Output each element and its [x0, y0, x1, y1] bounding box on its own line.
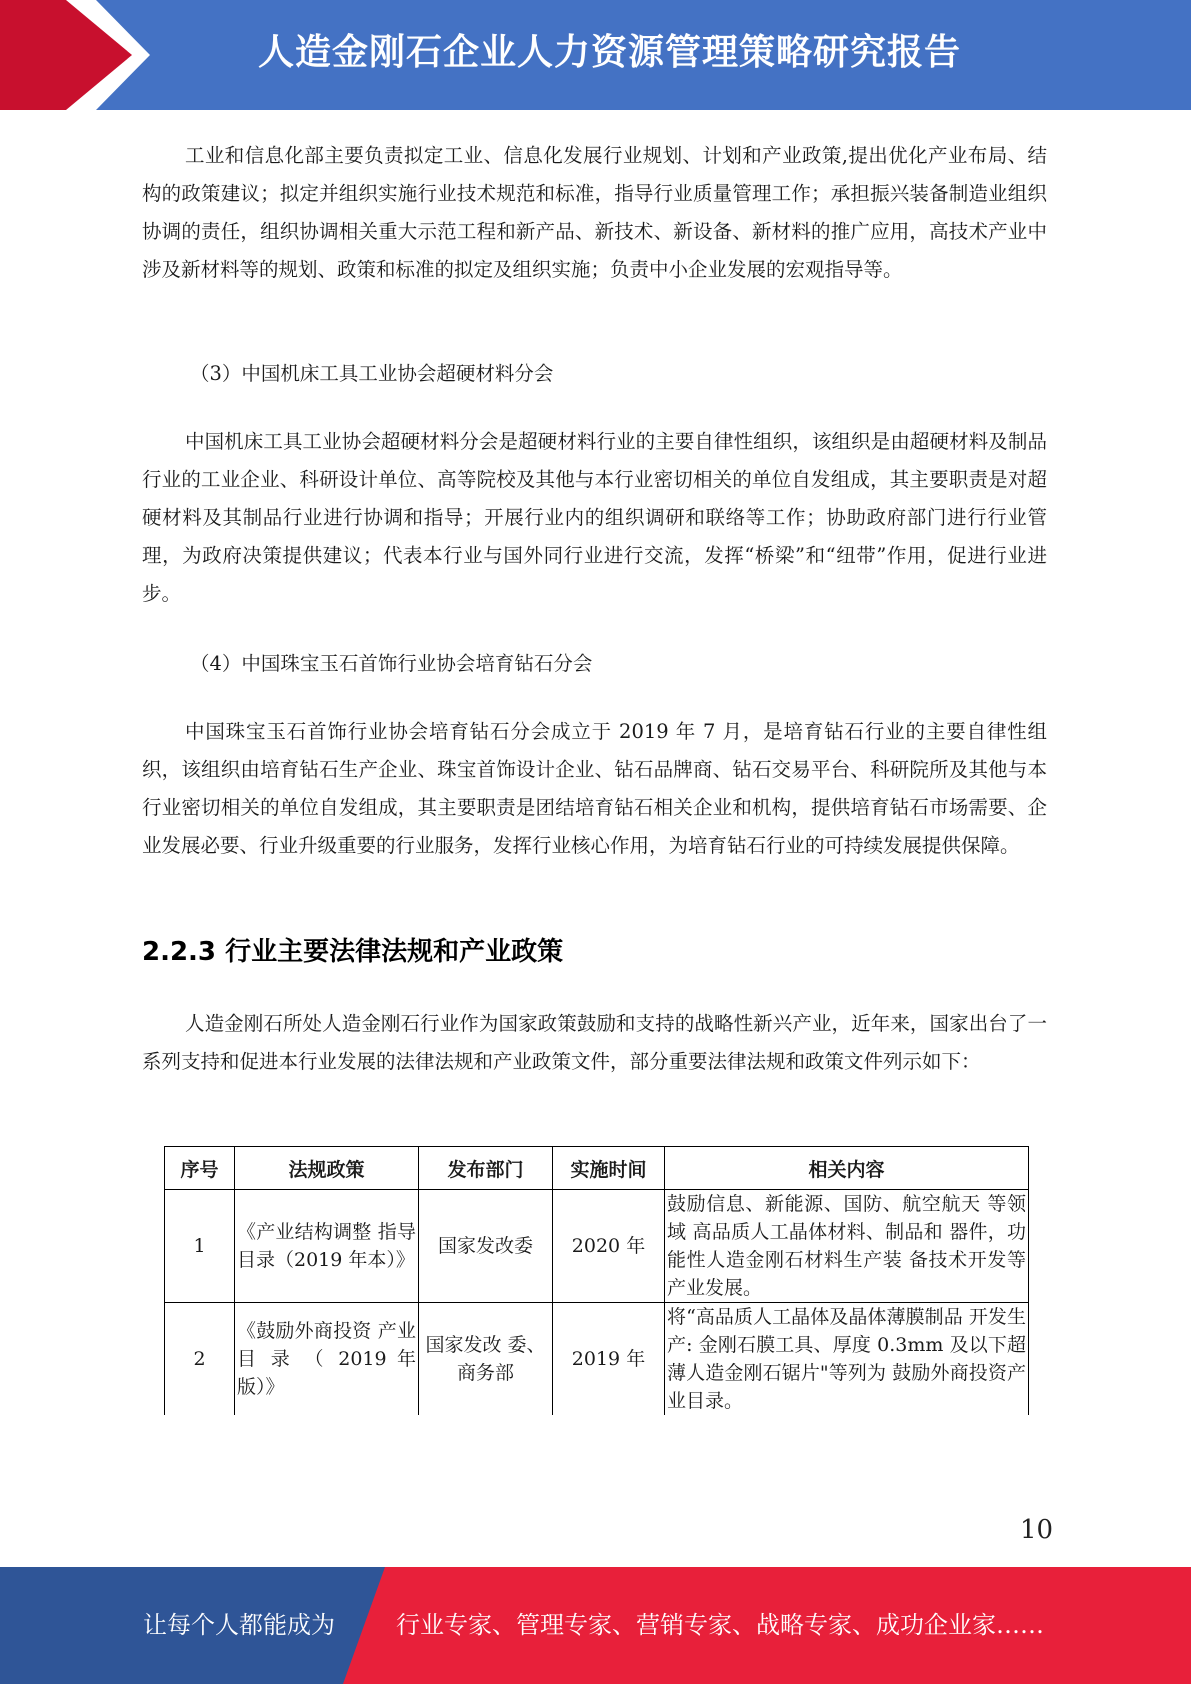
subheading-superhard-materials-branch: （3）中国机床工具工业协会超硬材料分会 — [190, 362, 554, 385]
header-cell-number: 序号 — [165, 1147, 235, 1190]
cell-number: 1 — [165, 1190, 235, 1303]
paragraph-cultivated-diamond-branch: 中国珠宝玉石首饰行业协会培育钻石分会成立于 2019 年 7 月，是培育钻石行业的主要自律性组织，该组织由培育钻石生产企业、珠宝首饰设计企业、钻石品牌商、钻石交易平台、科研院所及其他与本行业密切相关的单位自发组成，其主要职责是团结培育钻石相关企业和机构，提供培育钻石市场需要、企业发展必要、行业升级重要的行业服务，发挥行业核心作用，为培育钻石行业的可持续发展提供保障。 — [142, 720, 1047, 857]
table-row — [165, 1190, 1029, 1303]
cell-policy: 《鼓励外商投资 产业 目 录 （ 2019 年版）》 — [235, 1303, 419, 1416]
paragraph-miit: 工业和信息化部主要负责拟定工业、信息化发展行业规划、计划和产业政策,提出优化产业布局、结构的政策建议；拟定并组织实施行业技术规范和标准，指导行业质量管理工作；承担振兴装备制造业组织协调的责任，组织协调相关重大示范工程和新产品、新技术、新设备、新材料的推广应用，高技术产业中涉及新材料等的规划、政策和标准的拟定及组织实施；负责中小企业发展的宏观指导等。 — [142, 144, 1047, 281]
header-cell-department: 发布部门 — [419, 1147, 553, 1190]
paragraph-superhard-materials-branch: 中国机床工具工业协会超硬材料分会是超硬材料行业的主要自律性组织，该组织是由超硬材料及制品行业的工业企业、科研设计单位、高等院校及其他与本行业密切相关的单位自发组成，其主要职责是对超硬材料及其制品行业进行协调和指导；开展行业内的组织调研和联络等工作；协助政府部门进行行业管理，为政府决策提供建议；代表本行业与国外同行业进行交流，发挥“桥梁”和“纽带”作用，促进行业进步。 — [142, 430, 1047, 605]
cell-number: 2 — [165, 1303, 235, 1416]
header-chevron-icon — [0, 0, 150, 110]
cell-effective-date: 2019 年 — [553, 1303, 665, 1416]
page-footer — [0, 1567, 1191, 1684]
header-cell-content: 相关内容 — [665, 1147, 1029, 1190]
footer-slogan-roles: 行业专家、管理专家、营销专家、战略专家、成功企业家…… — [396, 1611, 1044, 1639]
subheading-cultivated-diamond-branch: （4）中国珠宝玉石首饰行业协会培育钻石分会 — [190, 652, 593, 675]
header-cell-effective-date: 实施时间 — [553, 1147, 665, 1190]
cell-department: 国家发改委 — [419, 1190, 553, 1303]
table-row — [165, 1303, 1029, 1416]
page-number: 10 — [1020, 1515, 1054, 1545]
cell-content: 鼓励信息、新能源、国防、航空航天 等领域 高品质人工晶体材料、制品和 器件，功能性人造金刚石材料生产装 备技术开发等产业发展。 — [665, 1190, 1029, 1303]
cell-department: 国家发改 委、商务部 — [419, 1303, 553, 1416]
report-title: 人造金刚石企业人力资源管理策略研究报告 — [258, 32, 962, 73]
table-header-row — [165, 1147, 1029, 1190]
footer-slogan-lead: 让每个人都能成为 — [143, 1611, 335, 1639]
header-cell-policy: 法规政策 — [235, 1147, 419, 1190]
cell-effective-date: 2020 年 — [553, 1190, 665, 1303]
cell-content: 将“高品质人工晶体及晶体薄膜制品 开发生产: 金刚石膜工具、厚度 0.3mm 及以下超薄人造金刚石锯片"等列为 鼓励外商投资产业目录。 — [665, 1303, 1029, 1416]
policy-table — [164, 1146, 1029, 1415]
section-title: 2.2.3 行业主要法律法规和产业政策 — [142, 937, 564, 967]
paragraph-policy-intro: 人造金刚石所处人造金刚石行业作为国家政策鼓励和支持的战略性新兴产业，近年来，国家出台了一系列支持和促进本行业发展的法律法规和产业政策文件，部分重要法律法规和政策文件列示如下： — [142, 1012, 1047, 1073]
page-header — [0, 0, 1191, 110]
cell-policy: 《产业结构调整 指导目录（2019 年本）》 — [235, 1190, 419, 1303]
